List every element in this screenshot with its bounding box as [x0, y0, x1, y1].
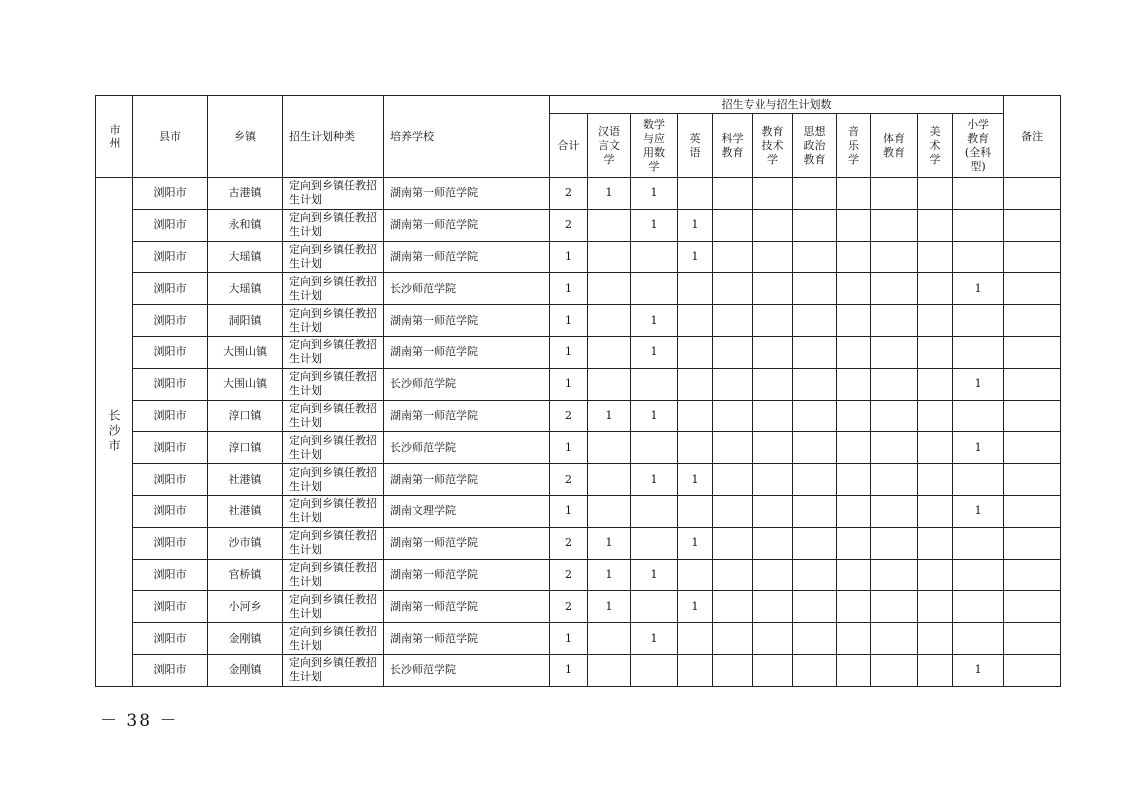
table-row — [96, 305, 1061, 337]
art-cell — [918, 623, 953, 655]
art-cell — [918, 209, 953, 241]
music-cell — [837, 527, 871, 559]
table-row — [96, 464, 1061, 496]
table-row — [96, 623, 1061, 655]
art-cell — [918, 464, 953, 496]
remarks-cell — [1004, 178, 1061, 210]
header-chinese: 汉语言文学 — [588, 114, 631, 178]
plan-type-cell: 定向到乡镇任教招生计划 — [283, 273, 384, 305]
plan-type-cell: 定向到乡镇任教招生计划 — [283, 495, 384, 527]
primary-cell — [953, 336, 1004, 368]
science-cell — [713, 305, 753, 337]
town-cell: 淳口镇 — [208, 400, 283, 432]
edtech-cell — [753, 591, 793, 623]
edtech-cell — [753, 209, 793, 241]
remarks-cell — [1004, 336, 1061, 368]
table-row — [96, 336, 1061, 368]
town-cell: 小河乡 — [208, 591, 283, 623]
art-cell — [918, 559, 953, 591]
politics-cell — [793, 464, 837, 496]
edtech-cell — [753, 400, 793, 432]
politics-cell — [793, 495, 837, 527]
remarks-cell — [1004, 209, 1061, 241]
math-cell — [631, 432, 678, 464]
music-cell — [837, 178, 871, 210]
school-cell: 湖南第一师范学院 — [384, 209, 550, 241]
edtech-cell — [753, 623, 793, 655]
plan-type-cell: 定向到乡镇任教招生计划 — [283, 432, 384, 464]
remarks-cell — [1004, 591, 1061, 623]
math-cell: 1 — [631, 336, 678, 368]
english-cell: 1 — [678, 527, 713, 559]
edtech-cell — [753, 464, 793, 496]
plan-type-cell: 定向到乡镇任教招生计划 — [283, 527, 384, 559]
remarks-cell — [1004, 241, 1061, 273]
plan-type-cell: 定向到乡镇任教招生计划 — [283, 464, 384, 496]
city-cell: 长沙市 — [96, 178, 133, 687]
math-cell — [631, 495, 678, 527]
math-cell — [631, 273, 678, 305]
chinese-cell — [588, 495, 631, 527]
total-cell: 1 — [550, 273, 588, 305]
header-math: 数学与应用数学 — [631, 114, 678, 178]
total-cell: 2 — [550, 527, 588, 559]
edtech-cell — [753, 273, 793, 305]
remarks-cell — [1004, 559, 1061, 591]
county-cell: 浏阳市 — [133, 178, 208, 210]
science-cell — [713, 464, 753, 496]
politics-cell — [793, 178, 837, 210]
politics-cell — [793, 623, 837, 655]
table-body — [96, 178, 1061, 687]
primary-cell — [953, 400, 1004, 432]
science-cell — [713, 591, 753, 623]
chinese-cell: 1 — [588, 400, 631, 432]
primary-cell — [953, 591, 1004, 623]
school-cell: 长沙师范学院 — [384, 654, 550, 686]
table-row — [96, 273, 1061, 305]
math-cell: 1 — [631, 623, 678, 655]
art-cell — [918, 654, 953, 686]
science-cell — [713, 336, 753, 368]
science-cell — [713, 495, 753, 527]
edtech-cell — [753, 178, 793, 210]
science-cell — [713, 241, 753, 273]
table-row — [96, 591, 1061, 623]
pe-cell — [871, 400, 918, 432]
politics-cell — [793, 432, 837, 464]
county-cell: 浏阳市 — [133, 432, 208, 464]
math-cell — [631, 368, 678, 400]
chinese-cell — [588, 623, 631, 655]
english-cell — [678, 400, 713, 432]
art-cell — [918, 305, 953, 337]
chinese-cell — [588, 209, 631, 241]
math-cell — [631, 241, 678, 273]
county-cell: 浏阳市 — [133, 559, 208, 591]
total-cell: 1 — [550, 336, 588, 368]
art-cell — [918, 368, 953, 400]
english-cell — [678, 305, 713, 337]
pe-cell — [871, 178, 918, 210]
english-cell: 1 — [678, 464, 713, 496]
total-cell: 1 — [550, 623, 588, 655]
header-science: 科学教育 — [713, 114, 753, 178]
school-cell: 湖南第一师范学院 — [384, 527, 550, 559]
county-cell: 浏阳市 — [133, 654, 208, 686]
math-cell — [631, 527, 678, 559]
school-cell: 长沙师范学院 — [384, 368, 550, 400]
school-cell: 长沙师范学院 — [384, 432, 550, 464]
total-cell: 2 — [550, 464, 588, 496]
total-cell: 2 — [550, 591, 588, 623]
politics-cell — [793, 336, 837, 368]
primary-cell: 1 — [953, 368, 1004, 400]
music-cell — [837, 336, 871, 368]
math-cell — [631, 654, 678, 686]
chinese-cell — [588, 368, 631, 400]
science-cell — [713, 559, 753, 591]
header-county: 县市 — [133, 96, 208, 178]
primary-cell: 1 — [953, 495, 1004, 527]
politics-cell — [793, 209, 837, 241]
total-cell: 2 — [550, 209, 588, 241]
plan-type-cell: 定向到乡镇任教招生计划 — [283, 368, 384, 400]
remarks-cell — [1004, 368, 1061, 400]
music-cell — [837, 623, 871, 655]
chinese-cell: 1 — [588, 527, 631, 559]
table-row — [96, 432, 1061, 464]
header-remarks: 备注 — [1004, 96, 1061, 178]
pe-cell — [871, 368, 918, 400]
table-row — [96, 527, 1061, 559]
table-row — [96, 178, 1061, 210]
chinese-cell — [588, 336, 631, 368]
total-cell: 1 — [550, 495, 588, 527]
school-cell: 湖南第一师范学院 — [384, 305, 550, 337]
town-cell: 大瑶镇 — [208, 241, 283, 273]
english-cell: 1 — [678, 591, 713, 623]
edtech-cell — [753, 559, 793, 591]
music-cell — [837, 241, 871, 273]
header-plan-type: 招生计划种类 — [283, 96, 384, 178]
table-row — [96, 241, 1061, 273]
politics-cell — [793, 527, 837, 559]
politics-cell — [793, 241, 837, 273]
remarks-cell — [1004, 273, 1061, 305]
pe-cell — [871, 241, 918, 273]
header-primary: 小学教育(全科型) — [953, 114, 1004, 178]
primary-cell — [953, 241, 1004, 273]
art-cell — [918, 432, 953, 464]
science-cell — [713, 432, 753, 464]
chinese-cell — [588, 464, 631, 496]
art-cell — [918, 336, 953, 368]
pe-cell — [871, 623, 918, 655]
header-edtech: 教育技术学 — [753, 114, 793, 178]
music-cell — [837, 591, 871, 623]
table-row — [96, 368, 1061, 400]
pe-cell — [871, 559, 918, 591]
remarks-cell — [1004, 400, 1061, 432]
county-cell: 浏阳市 — [133, 241, 208, 273]
total-cell: 1 — [550, 654, 588, 686]
chinese-cell: 1 — [588, 559, 631, 591]
chinese-cell: 1 — [588, 591, 631, 623]
town-cell: 金刚镇 — [208, 654, 283, 686]
politics-cell — [793, 559, 837, 591]
school-cell: 湖南第一师范学院 — [384, 559, 550, 591]
english-cell — [678, 432, 713, 464]
total-cell: 2 — [550, 559, 588, 591]
chinese-cell: 1 — [588, 178, 631, 210]
county-cell: 浏阳市 — [133, 591, 208, 623]
science-cell — [713, 368, 753, 400]
pe-cell — [871, 527, 918, 559]
primary-cell — [953, 623, 1004, 655]
chinese-cell — [588, 654, 631, 686]
english-cell — [678, 654, 713, 686]
math-cell: 1 — [631, 400, 678, 432]
math-cell: 1 — [631, 178, 678, 210]
art-cell — [918, 495, 953, 527]
pe-cell — [871, 432, 918, 464]
art-cell — [918, 591, 953, 623]
school-cell: 湖南第一师范学院 — [384, 241, 550, 273]
chinese-cell — [588, 432, 631, 464]
county-cell: 浏阳市 — [133, 273, 208, 305]
pe-cell — [871, 495, 918, 527]
remarks-cell — [1004, 432, 1061, 464]
header-town: 乡镇 — [208, 96, 283, 178]
county-cell: 浏阳市 — [133, 495, 208, 527]
pe-cell — [871, 591, 918, 623]
total-cell: 2 — [550, 400, 588, 432]
total-cell: 1 — [550, 241, 588, 273]
art-cell — [918, 400, 953, 432]
science-cell — [713, 273, 753, 305]
primary-cell — [953, 527, 1004, 559]
science-cell — [713, 209, 753, 241]
town-cell: 社港镇 — [208, 464, 283, 496]
art-cell — [918, 273, 953, 305]
pe-cell — [871, 464, 918, 496]
pe-cell — [871, 273, 918, 305]
county-cell: 浏阳市 — [133, 527, 208, 559]
math-cell: 1 — [631, 559, 678, 591]
english-cell — [678, 178, 713, 210]
chinese-cell — [588, 273, 631, 305]
music-cell — [837, 273, 871, 305]
plan-type-cell: 定向到乡镇任教招生计划 — [283, 400, 384, 432]
header-english: 英语 — [678, 114, 713, 178]
plan-type-cell: 定向到乡镇任教招生计划 — [283, 623, 384, 655]
table-row — [96, 400, 1061, 432]
county-cell: 浏阳市 — [133, 368, 208, 400]
plan-type-cell: 定向到乡镇任教招生计划 — [283, 336, 384, 368]
primary-cell: 1 — [953, 654, 1004, 686]
music-cell — [837, 495, 871, 527]
edtech-cell — [753, 368, 793, 400]
chinese-cell — [588, 241, 631, 273]
english-cell — [678, 336, 713, 368]
school-cell: 湖南文理学院 — [384, 495, 550, 527]
edtech-cell — [753, 336, 793, 368]
math-cell: 1 — [631, 464, 678, 496]
header-pe: 体育教育 — [871, 114, 918, 178]
header-politics: 思想政治教育 — [793, 114, 837, 178]
english-cell — [678, 495, 713, 527]
school-cell: 长沙师范学院 — [384, 273, 550, 305]
music-cell — [837, 209, 871, 241]
school-cell: 湖南第一师范学院 — [384, 591, 550, 623]
table-row — [96, 495, 1061, 527]
plan-type-cell: 定向到乡镇任教招生计划 — [283, 654, 384, 686]
page-number: － 38 － — [100, 711, 179, 731]
total-cell: 1 — [550, 305, 588, 337]
primary-cell: 1 — [953, 432, 1004, 464]
english-cell: 1 — [678, 241, 713, 273]
header-music: 音乐学 — [837, 114, 871, 178]
music-cell — [837, 400, 871, 432]
edtech-cell — [753, 495, 793, 527]
music-cell — [837, 368, 871, 400]
total-cell: 1 — [550, 432, 588, 464]
chinese-cell — [588, 305, 631, 337]
math-cell: 1 — [631, 305, 678, 337]
science-cell — [713, 623, 753, 655]
school-cell: 湖南第一师范学院 — [384, 178, 550, 210]
politics-cell — [793, 368, 837, 400]
politics-cell — [793, 591, 837, 623]
remarks-cell — [1004, 495, 1061, 527]
edtech-cell — [753, 654, 793, 686]
english-cell — [678, 273, 713, 305]
header-school: 培养学校 — [384, 96, 550, 178]
county-cell: 浏阳市 — [133, 209, 208, 241]
county-cell: 浏阳市 — [133, 305, 208, 337]
school-cell: 湖南第一师范学院 — [384, 464, 550, 496]
pe-cell — [871, 305, 918, 337]
math-cell — [631, 591, 678, 623]
science-cell — [713, 527, 753, 559]
header-majors-group: 招生专业与招生计划数 — [550, 96, 1004, 114]
math-cell: 1 — [631, 209, 678, 241]
town-cell: 洞阳镇 — [208, 305, 283, 337]
town-cell: 金刚镇 — [208, 623, 283, 655]
science-cell — [713, 400, 753, 432]
table-row — [96, 559, 1061, 591]
plan-type-cell: 定向到乡镇任教招生计划 — [283, 178, 384, 210]
table-row — [96, 654, 1061, 686]
edtech-cell — [753, 432, 793, 464]
primary-cell — [953, 305, 1004, 337]
town-cell: 沙市镇 — [208, 527, 283, 559]
total-cell: 1 — [550, 368, 588, 400]
enrollment-plan-table — [95, 95, 1061, 687]
music-cell — [837, 464, 871, 496]
politics-cell — [793, 654, 837, 686]
primary-cell — [953, 559, 1004, 591]
remarks-cell — [1004, 527, 1061, 559]
music-cell — [837, 305, 871, 337]
art-cell — [918, 178, 953, 210]
english-cell: 1 — [678, 209, 713, 241]
plan-type-cell: 定向到乡镇任教招生计划 — [283, 559, 384, 591]
science-cell — [713, 654, 753, 686]
politics-cell — [793, 400, 837, 432]
politics-cell — [793, 305, 837, 337]
county-cell: 浏阳市 — [133, 400, 208, 432]
county-cell: 浏阳市 — [133, 336, 208, 368]
town-cell: 永和镇 — [208, 209, 283, 241]
remarks-cell — [1004, 623, 1061, 655]
school-cell: 湖南第一师范学院 — [384, 623, 550, 655]
plan-type-cell: 定向到乡镇任教招生计划 — [283, 591, 384, 623]
edtech-cell — [753, 241, 793, 273]
primary-cell — [953, 178, 1004, 210]
header-total: 合计 — [550, 114, 588, 178]
english-cell — [678, 623, 713, 655]
edtech-cell — [753, 527, 793, 559]
total-cell: 2 — [550, 178, 588, 210]
table-row — [96, 209, 1061, 241]
art-cell — [918, 241, 953, 273]
plan-type-cell: 定向到乡镇任教招生计划 — [283, 241, 384, 273]
town-cell: 大围山镇 — [208, 368, 283, 400]
county-cell: 浏阳市 — [133, 464, 208, 496]
edtech-cell — [753, 305, 793, 337]
primary-cell — [953, 209, 1004, 241]
town-cell: 古港镇 — [208, 178, 283, 210]
primary-cell: 1 — [953, 273, 1004, 305]
town-cell: 官桥镇 — [208, 559, 283, 591]
remarks-cell — [1004, 464, 1061, 496]
town-cell: 淳口镇 — [208, 432, 283, 464]
town-cell: 大围山镇 — [208, 336, 283, 368]
pe-cell — [871, 336, 918, 368]
town-cell: 大瑶镇 — [208, 273, 283, 305]
remarks-cell — [1004, 305, 1061, 337]
pe-cell — [871, 209, 918, 241]
art-cell — [918, 527, 953, 559]
music-cell — [837, 432, 871, 464]
header-art: 美术学 — [918, 114, 953, 178]
english-cell — [678, 368, 713, 400]
header-city-region: 市州 — [96, 96, 133, 178]
english-cell — [678, 559, 713, 591]
county-cell: 浏阳市 — [133, 623, 208, 655]
town-cell: 社港镇 — [208, 495, 283, 527]
school-cell: 湖南第一师范学院 — [384, 400, 550, 432]
plan-type-cell: 定向到乡镇任教招生计划 — [283, 305, 384, 337]
music-cell — [837, 559, 871, 591]
remarks-cell — [1004, 654, 1061, 686]
primary-cell — [953, 464, 1004, 496]
school-cell: 湖南第一师范学院 — [384, 336, 550, 368]
science-cell — [713, 178, 753, 210]
music-cell — [837, 654, 871, 686]
politics-cell — [793, 273, 837, 305]
pe-cell — [871, 654, 918, 686]
plan-type-cell: 定向到乡镇任教招生计划 — [283, 209, 384, 241]
